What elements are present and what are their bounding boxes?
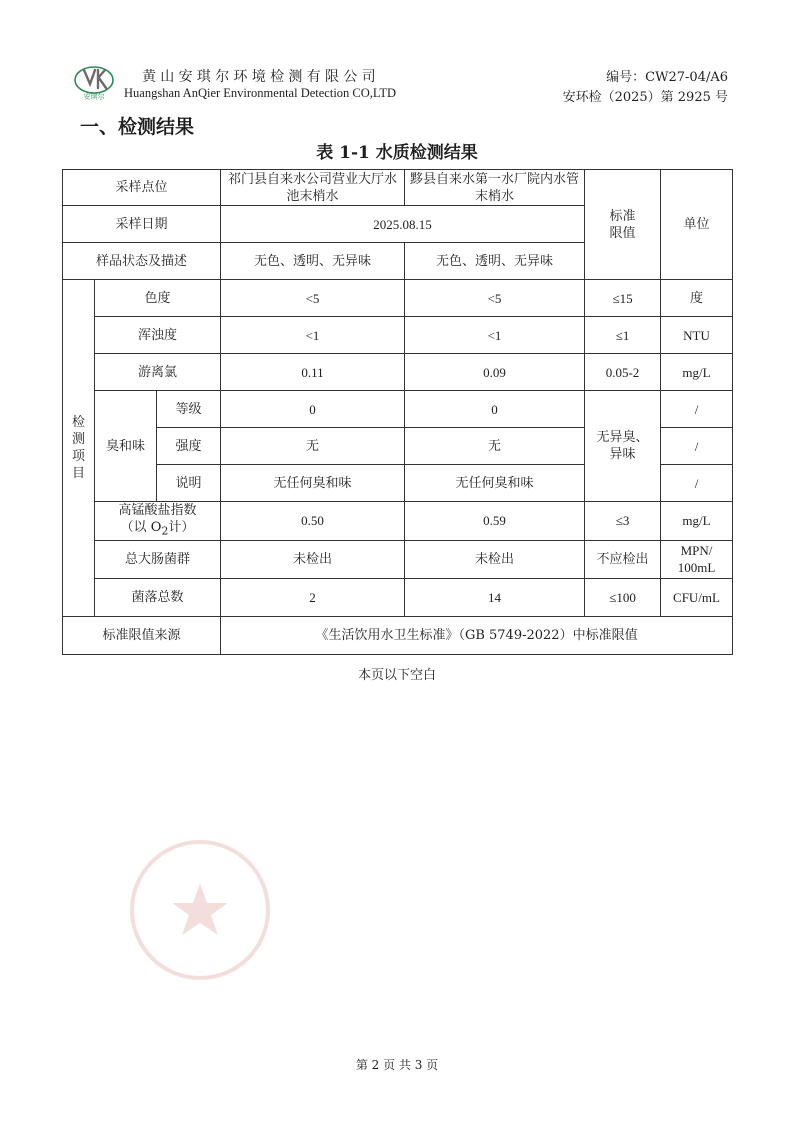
- table-row: [63, 502, 733, 541]
- blank-note: 本页以下空白: [357, 668, 436, 683]
- label-test-items: 检测项目: [63, 280, 95, 617]
- value: 无任何臭和味: [221, 465, 405, 502]
- item-chlorine: 游离氯: [95, 354, 221, 391]
- limit: 0.05-2: [585, 354, 661, 391]
- site-1: 祁门县自来水公司营业大厅水池末梢水: [221, 170, 405, 206]
- limit: 不应检出: [585, 540, 661, 578]
- unit: 度: [661, 280, 733, 317]
- table-row: [63, 616, 733, 654]
- limit: ≤3: [585, 502, 661, 541]
- table-row: [63, 317, 733, 354]
- label-sampling-site: 采样点位: [63, 170, 221, 206]
- site-2: 黟县自来水第一水厂院内水管末梢水: [405, 170, 585, 206]
- table-caption: 表 1-1 水质检测结果: [316, 143, 478, 163]
- unit: NTU: [661, 317, 733, 354]
- company-logo-icon: [72, 64, 116, 102]
- report-number: 安环检（2025）第 2925 号: [562, 90, 728, 105]
- company-name-cn: 黄山安琪尔环境检测有限公司: [142, 69, 380, 85]
- value: <5: [405, 280, 585, 317]
- item-turbidity: 浑浊度: [95, 317, 221, 354]
- item-coliform: 总大肠菌群: [95, 540, 221, 578]
- seal-stamp-icon: [125, 835, 275, 985]
- value: 未检出: [405, 540, 585, 578]
- value: 2: [221, 578, 405, 616]
- table-row: [63, 391, 733, 428]
- water-quality-table: [62, 169, 733, 655]
- item-color: 色度: [95, 280, 221, 317]
- value: 无任何臭和味: [405, 465, 585, 502]
- unit: MPN/ 100mL: [661, 540, 733, 578]
- odor-grade-label: 等级: [157, 391, 221, 428]
- item-odor: 臭和味: [95, 391, 157, 502]
- value: <5: [221, 280, 405, 317]
- table-row: [63, 354, 733, 391]
- value: 0: [221, 391, 405, 428]
- unit: /: [661, 391, 733, 428]
- value: 无: [405, 428, 585, 465]
- label-standard-source: 标准限值来源: [63, 616, 221, 654]
- value: 0.09: [405, 354, 585, 391]
- table-row: [63, 280, 733, 317]
- state-2: 无色、透明、无异味: [405, 243, 585, 280]
- unit: /: [661, 428, 733, 465]
- page-header: [62, 62, 732, 108]
- limit: ≤15: [585, 280, 661, 317]
- item-permanganate: 高锰酸盐指数 （以 $O_2$计）: [95, 502, 221, 541]
- table-row: [63, 170, 733, 206]
- unit: /: [661, 465, 733, 502]
- label-standard-limit: 标准限值: [585, 170, 661, 280]
- value: 0.59: [405, 502, 585, 541]
- section-title: 一、检测结果: [80, 116, 195, 138]
- odor-note-label: 说明: [157, 465, 221, 502]
- unit: mg/L: [661, 502, 733, 541]
- state-1: 无色、透明、无异味: [221, 243, 405, 280]
- item-colony: 菌落总数: [95, 578, 221, 616]
- odor-limit: 无异臭、异味: [585, 391, 661, 502]
- logo-text: 安琪尔: [83, 93, 105, 101]
- value: 14: [405, 578, 585, 616]
- limit: ≤100: [585, 578, 661, 616]
- limit: ≤1: [585, 317, 661, 354]
- unit: CFU/mL: [661, 578, 733, 616]
- value: 0.11: [221, 354, 405, 391]
- table-row: [63, 578, 733, 616]
- label-unit: 单位: [661, 170, 733, 280]
- value: <1: [405, 317, 585, 354]
- value: 未检出: [221, 540, 405, 578]
- odor-intensity-label: 强度: [157, 428, 221, 465]
- standard-source-value: 《生活饮用水卫生标准》（GB 5749-2022）中标准限值: [221, 616, 733, 654]
- value: 0.50: [221, 502, 405, 541]
- page-footer: 第 2 页 共 3 页: [355, 1058, 439, 1072]
- value: 无: [221, 428, 405, 465]
- document-code: 编号：CW27-04/A6: [606, 70, 728, 85]
- value: <1: [221, 317, 405, 354]
- label-sampling-date: 采样日期: [63, 206, 221, 243]
- label-sample-state: 样品状态及描述: [63, 243, 221, 280]
- value: 0: [405, 391, 585, 428]
- table-row: [63, 540, 733, 578]
- unit: mg/L: [661, 354, 733, 391]
- company-name-en: Huangshan AnQier Environmental Detection CO,LTD: [124, 86, 397, 100]
- sampling-date: 2025.08.15: [221, 206, 585, 243]
